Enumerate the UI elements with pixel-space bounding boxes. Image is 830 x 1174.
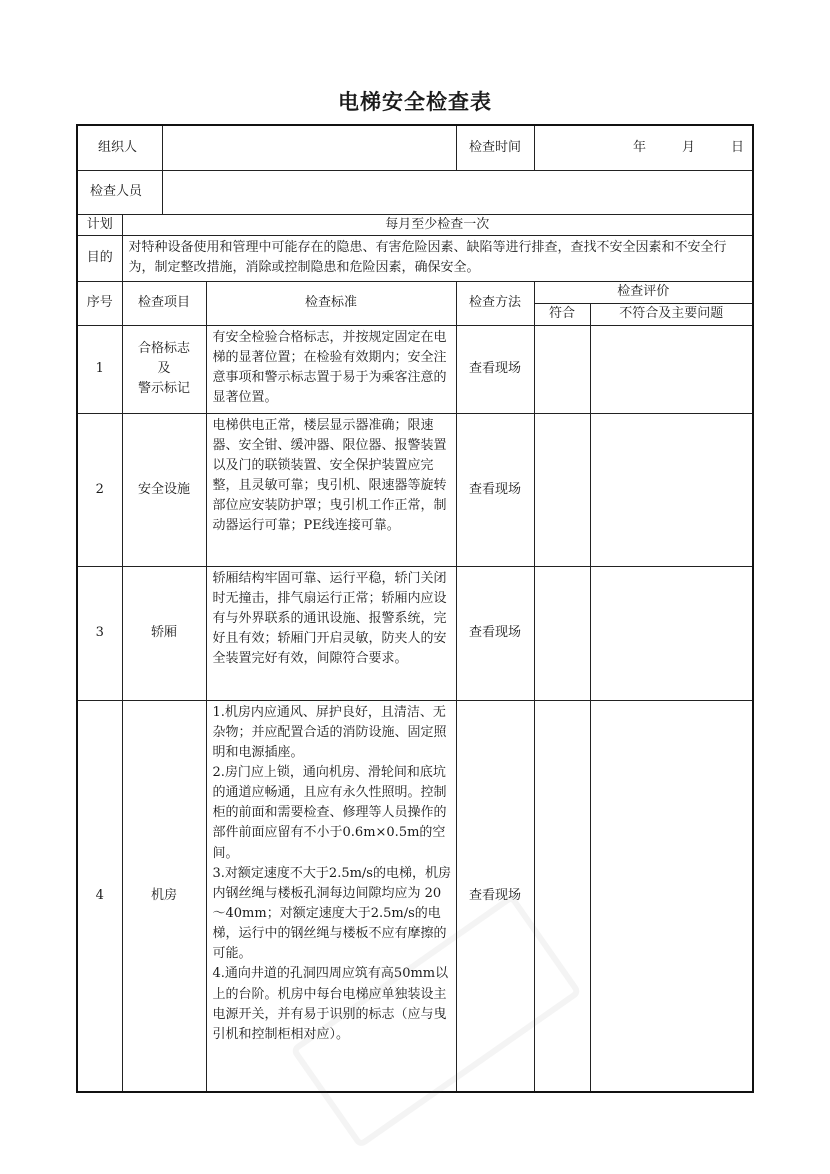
month-label: 月 xyxy=(682,139,696,155)
plan-label: 计划 xyxy=(77,214,122,235)
row-conform-cell[interactable] xyxy=(534,325,590,413)
row-conform-cell[interactable] xyxy=(534,413,590,566)
row-nonconform-cell[interactable] xyxy=(590,700,753,1092)
inspectors-field[interactable] xyxy=(162,170,753,214)
col-evaluation: 检查评价 xyxy=(534,281,753,303)
row-item: 安全设施 xyxy=(122,413,206,566)
row-no: 2 xyxy=(77,413,122,566)
row-no: 3 xyxy=(77,566,122,700)
organizer-label: 组织人 xyxy=(77,125,162,170)
time-label: 检查时间 xyxy=(456,125,534,170)
table-row xyxy=(77,700,753,1092)
table-row xyxy=(77,413,753,566)
purpose-value: 对特种设备使用和管理中可能存在的隐患、有害危险因素、缺陷等进行排查，查找不安全因素和不安全行为，制定整改措施，消除或控制隐患和危险因素，确保安全。 xyxy=(122,235,753,281)
col-method: 检查方法 xyxy=(456,281,534,325)
row-method: 查看现场 xyxy=(456,413,534,566)
row-no: 1 xyxy=(77,325,122,413)
page-title: 电梯安全检查表 xyxy=(338,90,492,114)
col-nonconform: 不符合及主要问题 xyxy=(590,303,753,325)
inspection-table xyxy=(76,124,754,1093)
time-field[interactable] xyxy=(534,125,753,170)
row-method: 查看现场 xyxy=(456,700,534,1092)
col-standard: 检查标准 xyxy=(206,281,456,325)
row-no: 4 xyxy=(77,700,122,1092)
day-label: 日 xyxy=(731,139,745,155)
row-conform-cell[interactable] xyxy=(534,566,590,700)
year-label: 年 xyxy=(633,139,647,155)
row-method: 查看现场 xyxy=(456,325,534,413)
row-standard: 电梯供电正常，楼层显示器准确；限速器、安全钳、缓冲器、限位器、报警装置以及门的联锁装置、安全保护装置应完整，且灵敏可靠；曳引机、限速器等旋转部位应安装防护罩；曳引机工作正常，制动器运行可靠；PE线连接可靠。 xyxy=(206,413,456,566)
row-method: 查看现场 xyxy=(456,566,534,700)
row-item: 轿厢 xyxy=(122,566,206,700)
row-nonconform-cell[interactable] xyxy=(590,325,753,413)
col-item: 检查项目 xyxy=(122,281,206,325)
row-item: 机房 xyxy=(122,700,206,1092)
plan-value: 每月至少检查一次 xyxy=(122,214,753,235)
table-row xyxy=(77,566,753,700)
row-nonconform-cell[interactable] xyxy=(590,413,753,566)
purpose-label: 目的 xyxy=(77,235,122,281)
row-standard: 轿厢结构牢固可靠、运行平稳，轿门关闭时无撞击，排气扇运行正常；轿厢内应设有与外界联系的通讯设施、报警系统，完好且有效；轿厢门开启灵敏，防夹人的安全装置完好有效，间隙符合要求。 xyxy=(206,566,456,700)
row-conform-cell[interactable] xyxy=(534,700,590,1092)
row-standard: 有安全检验合格标志，并按规定固定在电梯的显著位置；在检验有效期内；安全注意事项和警示标志置于易于为乘客注意的显著位置。 xyxy=(206,325,456,413)
col-conform: 符合 xyxy=(534,303,590,325)
col-no: 序号 xyxy=(77,281,122,325)
row-nonconform-cell[interactable] xyxy=(590,566,753,700)
table-row xyxy=(77,325,753,413)
row-item: 合格标志 及 警示标记 xyxy=(122,325,206,413)
inspectors-label: 检查人员 xyxy=(77,170,162,214)
organizer-field[interactable] xyxy=(162,125,456,170)
row-standard: 1.机房内应通风、屏护良好，且清洁、无杂物；并应配置合适的消防设施、固定照明和电源插座。 2.房门应上锁，通向机房、滑轮间和底坑的通道应畅通，且应有永久性照明。控制柜的前面和需要检查、修理等人员操作的部件前面应留有不小于0.6m×0.5m的空间。 3.对额定速度不大于2.5m/s的电梯，机房内钢丝绳与楼板孔洞每边间隙均应为 20～40mm；对额定速度大于2.5m/s的电梯，运行中的钢丝绳与楼板不应有摩擦的可能。 4.通向井道的孔洞四周应筑有高50mm以上的台阶。机房中每台电梯应单独装设主电源开关，并有易于识别的标志（应与曳引机和控制柜相对应）。 xyxy=(206,700,456,1092)
